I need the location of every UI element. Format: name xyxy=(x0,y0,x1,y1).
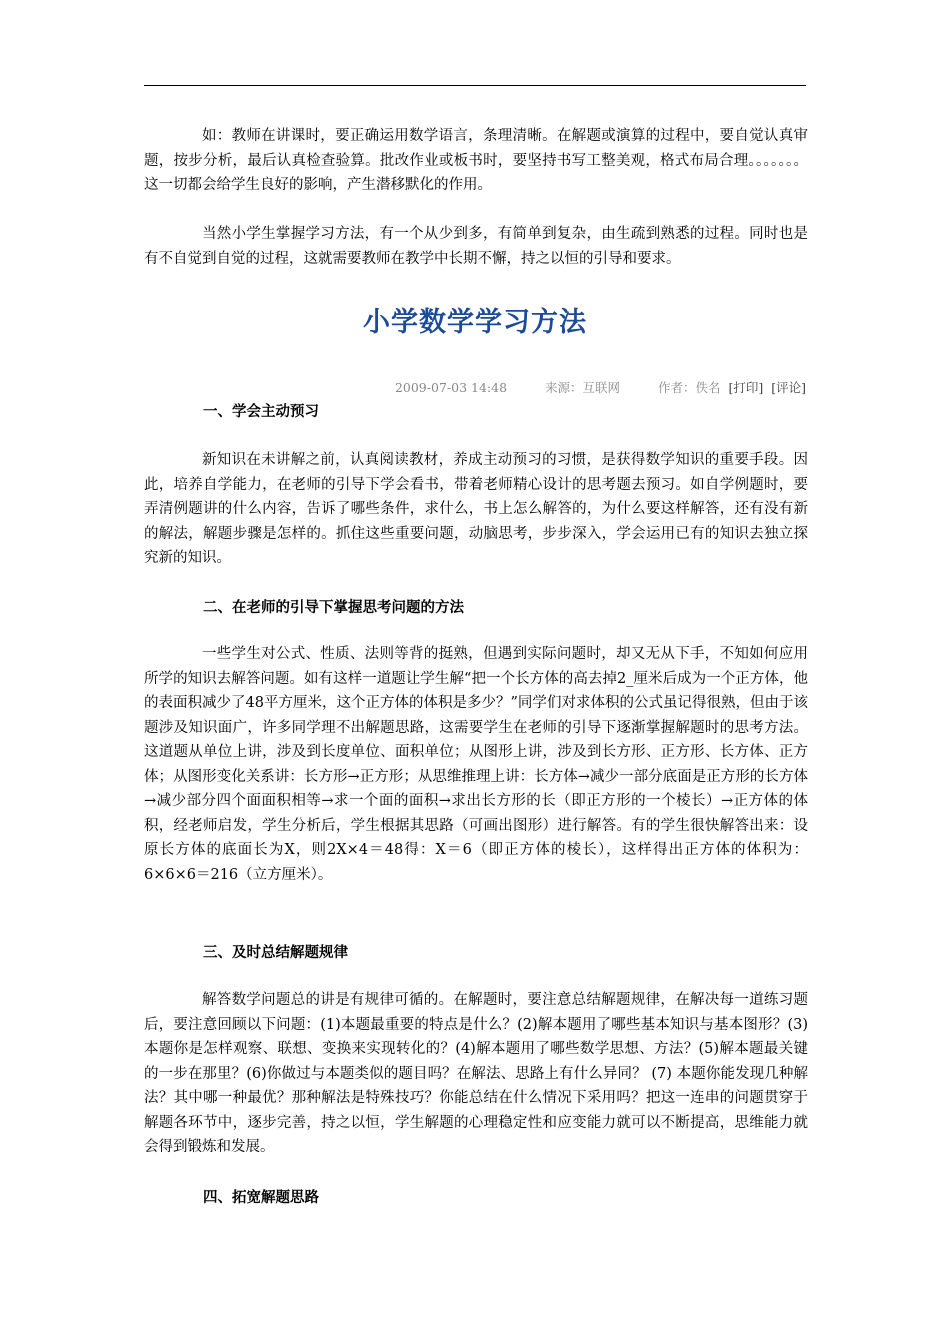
article-author: 作者：佚名 xyxy=(657,380,721,395)
comment-link[interactable]: [评论] xyxy=(771,380,806,395)
section-3-heading: 三、及时总结解题规律 xyxy=(203,945,348,961)
article-title: 小学数学学习方法 xyxy=(363,307,587,338)
section-4-heading: 四、拓宽解题思路 xyxy=(203,1190,319,1206)
article-date: 2009-07-03 14:48 xyxy=(394,380,508,395)
section-3-body: 解答数学问题总的讲是有规律可循的。在解题时，要注意总结解题规律，在解决每一道练习题后，要注意回顾以下问题：(1)本题最重要的特点是什么？(2)解本题用了哪些基本知识与基本图形？(3)本题你是怎样观察、联想、变换来实现转化的？(4)解本题用了哪些数学思想、方法？(5)解本题最关键的一步在那里？(6)你做过与本题类似的题目吗？在解法、思路上有什么异同？ (7) 本题你能发现几种解法？其中哪一种最优？那种解法是特殊技巧？你能总结在什么情况下采用吗？把这一连串的问题贯穿于解题各环节中，逐步完善，持之以恒，学生解题的心理稳定性和应变能力就可以不断提高，思维能力就会得到锻炼和发展。 xyxy=(144,992,808,1155)
intro-paragraph-2: 当然小学生掌握学习方法，有一个从少到多，有简单到复杂，由生疏到熟悉的过程。同时也是有不自觉到自觉的过程，这就需要教师在教学中长期不懈，持之以恒的引导和要求。 xyxy=(144,226,808,267)
section-1-body: 新知识在未讲解之前，认真阅读教材，养成主动预习的习惯，是获得数学知识的重要手段。因此，培养自学能力，在老师的引导下学会看书，带着老师精心设计的思考题去预习。如自学例题时，要弄清例题讲的什么内容，告诉了哪些条件，求什么，书上怎么解答的，为什么要这样解答，还有没有新的解法，解题步骤是怎样的。抓住这些重要问题，动脑思考，步步深入，学会运用已有的知识去独立探究新的知识。 xyxy=(144,452,808,566)
section-2-body: 一些学生对公式、性质、法则等背的挺熟，但遇到实际问题时，却又无从下手，不知如何应用所学的知识去解答问题。如有这样一道题让学生解“把一个长方体的高去掉2_厘米后成为一个正方体，他的表面积减少了48平方厘米，这个正方体的体积是多少？”同学们对求体积的公式虽记得很熟，但由于该题涉及知识面广，许多同学理不出解题思路，这需要学生在老师的引导下逐渐掌握解题时的思考方法。这道题从单位上讲，涉及到长度单位、面积单位；从图形上讲，涉及到长方形、正方形、长方体、正方体；从图形变化关系讲：长方形→正方形；从思维推理上讲：长方体→减少一部分底面是正方形的长方体→减少部分四个面面积相等→求一个面的面积→求出长方形的长（即正方形的一个棱长）→正方体的体积，经老师启发，学生分析后，学生根据其思路（可画出图形）进行解答。有的学生很快解答出来：设原长方体的底面长为X，则2X×4＝48得：X＝6（即正方体的棱长），这样得出正方体的体积为：6×6×6＝216（立方厘米）。 xyxy=(144,646,808,883)
header-rule xyxy=(144,85,806,86)
print-link[interactable]: [打印] xyxy=(728,380,764,395)
section-2-heading: 二、在老师的引导下掌握思考问题的方法 xyxy=(203,600,464,616)
article-meta xyxy=(391,378,806,396)
intro-paragraph-1: 如：教师在讲课时，要正确运用数学语言，条理清晰。在解题或演算的过程中，要自觉认真审题，按步分析，最后认真检查验算。批改作业或板书时，要坚持书写工整美观，格式布局合理。。。。。。。这一切都会给学生良好的影响，产生潜移默化的作用。 xyxy=(144,128,808,193)
section-1-heading: 一、学会主动预习 xyxy=(203,404,319,420)
article-source: 来源：互联网 xyxy=(545,380,621,395)
